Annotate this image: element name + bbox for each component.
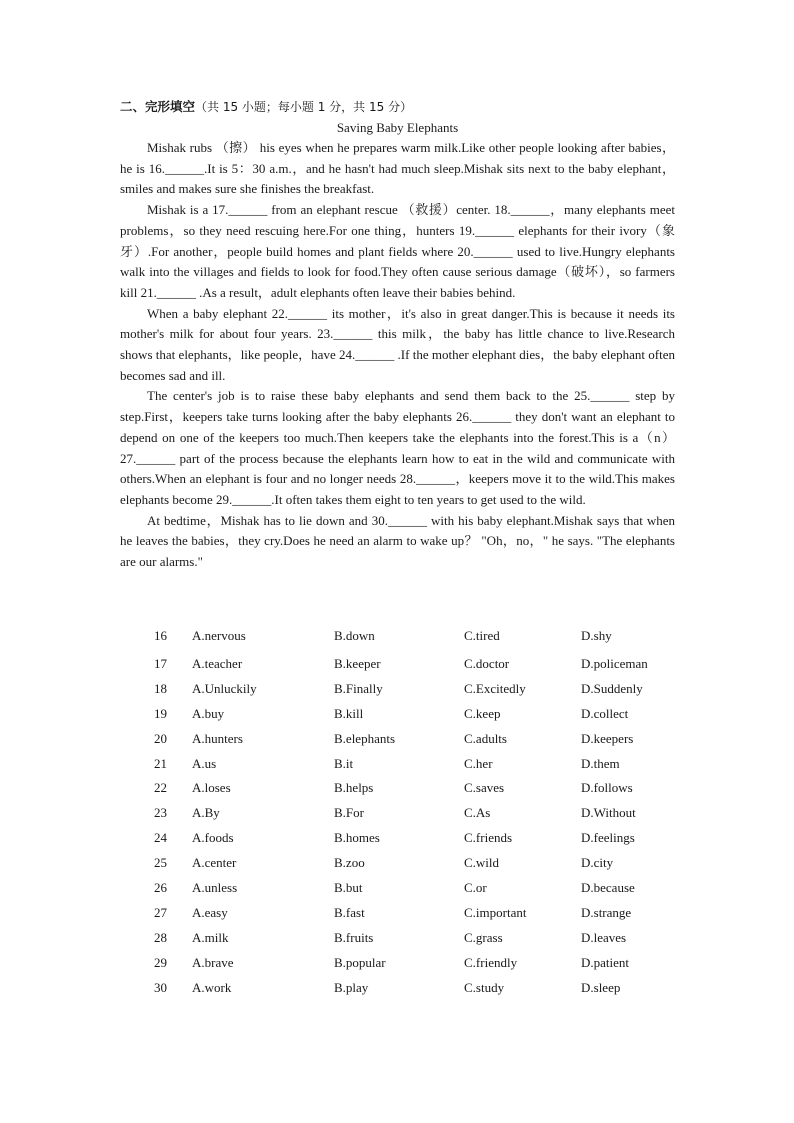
option-row xyxy=(120,754,680,779)
option-a: A.buy xyxy=(192,705,225,721)
options-table xyxy=(120,626,680,1002)
option-b: B.but xyxy=(334,880,363,896)
option-d: D.shy xyxy=(581,628,612,643)
option-c: C.friends xyxy=(464,830,513,846)
option-a: A.milk xyxy=(192,929,229,945)
option-b: B.it xyxy=(334,755,354,771)
option-c: C.saves xyxy=(464,780,505,796)
option-d: D.Suddenly xyxy=(581,680,643,696)
option-c: C.important xyxy=(464,904,527,920)
option-a: A.us xyxy=(192,755,217,771)
option-d: D.strange xyxy=(581,904,632,920)
question-number: 19 xyxy=(154,705,167,721)
option-b: B.keeper xyxy=(334,656,381,671)
option-d: D.Without xyxy=(581,805,636,821)
passage-body xyxy=(120,138,675,573)
question-number: 30 xyxy=(154,979,167,995)
option-b: B.elephants xyxy=(334,730,396,746)
option-b: B.play xyxy=(334,979,369,995)
question-number: 18 xyxy=(154,680,167,696)
option-b: B.popular xyxy=(334,954,386,970)
option-d: D.keepers xyxy=(581,730,634,746)
option-b: B.zoo xyxy=(334,855,365,871)
question-number: 23 xyxy=(154,805,167,821)
question-number: 22 xyxy=(154,780,167,796)
option-d: D.follows xyxy=(581,780,633,796)
question-number: 24 xyxy=(154,830,167,846)
option-b: B.fast xyxy=(334,904,365,920)
question-number: 27 xyxy=(154,904,167,920)
option-a: A.brave xyxy=(192,954,234,970)
option-d: D.policeman xyxy=(581,656,648,671)
option-c: C.grass xyxy=(464,929,503,945)
option-b: B.For xyxy=(334,805,364,821)
question-number: 29 xyxy=(154,954,167,970)
option-d: D.them xyxy=(581,755,620,771)
option-b: B.kill xyxy=(334,705,364,721)
option-row xyxy=(120,679,680,704)
option-row xyxy=(120,853,680,878)
option-d: D.patient xyxy=(581,954,630,970)
option-c: C.doctor xyxy=(464,656,510,671)
option-b: B.helps xyxy=(334,780,374,796)
option-a: A.Unluckily xyxy=(192,680,257,696)
option-a: A.nervous xyxy=(192,628,246,643)
option-row xyxy=(120,654,680,679)
option-row xyxy=(120,704,680,729)
passage-paragraph: Mishak is a 17.______ from an elephant rescue （救援）center. 18.______，many elephants meet problems，so they need rescuing here.For one thing，hunters 19.______ elephants for their ivory（象牙）.For another，people build homes and plant fields where 20.______ used to live.Hungry elephants walk into the villages and fields to look for food.They often cause serious damage（破坏），so farmers kill 21.______ .As a result，adult elephants often leave their babies behind. xyxy=(120,202,676,300)
question-number: 21 xyxy=(154,755,167,771)
question-number: 16 xyxy=(154,628,167,643)
passage-paragraph: When a baby elephant 22.______ its mother，it's also in great danger.This is because it needs its mother's milk for about four years. 23.______ this milk，the baby has little chance to live.Research shows that elephants，like people，have 24.______ .If the mother elephant dies，the baby elephant often becomes sad and ill. xyxy=(120,305,675,383)
option-d: D.feelings xyxy=(581,830,635,846)
option-a: A.easy xyxy=(192,904,228,920)
passage-title: Saving Baby Elephants xyxy=(336,120,459,135)
option-b: B.homes xyxy=(334,830,380,846)
option-row xyxy=(120,978,680,1003)
question-number: 26 xyxy=(154,880,167,896)
option-c: C.study xyxy=(464,979,505,995)
option-a: A.center xyxy=(192,855,237,871)
question-number: 17 xyxy=(154,656,167,671)
option-c: C.keep xyxy=(464,705,501,721)
option-c: C.friendly xyxy=(464,954,518,970)
passage-paragraph: The center's job is to raise these baby elephants and send them back to the 25.______ step by step.First，keepers take turns looking after the baby elephants 26.______ they don't want an elephant to depend on one of the keepers too much.Then keepers take the elephants into the forest.This is a（n）27.______ part of the process because the elephants learn how to eat in the wild and communicate with others.When an elephant is four and no longer needs 28.______，keepers move it to the wild.This makes elephants become 29.______.It often takes them eight to ten years to get used to the wild. xyxy=(120,388,675,507)
option-c: C.tired xyxy=(464,628,500,643)
option-c: C.or xyxy=(464,880,487,896)
option-a: A.foods xyxy=(192,830,234,846)
section-heading-title: 二、完形填空 xyxy=(120,99,196,114)
option-d: D.sleep xyxy=(581,979,621,995)
option-b: B.down xyxy=(334,628,375,643)
option-row xyxy=(120,803,680,828)
option-row xyxy=(120,729,680,754)
option-row xyxy=(120,878,680,903)
option-row xyxy=(120,953,680,978)
question-number: 25 xyxy=(154,855,167,871)
option-b: B.Finally xyxy=(334,680,383,696)
option-b: B.fruits xyxy=(334,929,374,945)
passage-paragraph: Mishak rubs （擦） his eyes when he prepares warm milk.Like other people looking after babies，he is 16.______.It is 5：30 a.m.，and he hasn't had much sleep.Mishak sits next to the baby elephant，smiles and makes sure she finishes the breakfast. xyxy=(120,140,675,197)
option-c: C.adults xyxy=(464,730,507,746)
option-a: A.By xyxy=(192,805,220,821)
question-number: 28 xyxy=(154,929,167,945)
option-d: D.city xyxy=(581,855,614,871)
option-c: C.her xyxy=(464,755,493,771)
option-d: D.because xyxy=(581,880,635,896)
option-row xyxy=(120,828,680,853)
option-a: A.loses xyxy=(192,780,231,796)
option-row xyxy=(120,778,680,803)
option-row xyxy=(120,626,680,654)
section-heading-note: （共 15 小题；每小题 1 分，共 15 分） xyxy=(195,100,413,114)
option-a: A.hunters xyxy=(192,730,243,746)
option-row xyxy=(120,928,680,953)
option-d: D.collect xyxy=(581,705,629,721)
option-row xyxy=(120,903,680,928)
option-a: A.unless xyxy=(192,880,238,896)
option-c: C.Excitedly xyxy=(464,680,526,696)
option-c: C.As xyxy=(464,805,491,821)
option-a: A.teacher xyxy=(192,656,243,671)
passage-paragraph: At bedtime，Mishak has to lie down and 30.______ with his baby elephant.Mishak says that when he leaves the babies，they cry.Does he need an alarm to wake up？ "Oh，no，" he says. "The elephants are our alarms." xyxy=(120,512,675,570)
option-d: D.leaves xyxy=(581,929,627,945)
question-number: 20 xyxy=(154,730,167,746)
option-c: C.wild xyxy=(464,855,500,871)
option-a: A.work xyxy=(192,979,232,995)
section-heading xyxy=(120,98,680,116)
